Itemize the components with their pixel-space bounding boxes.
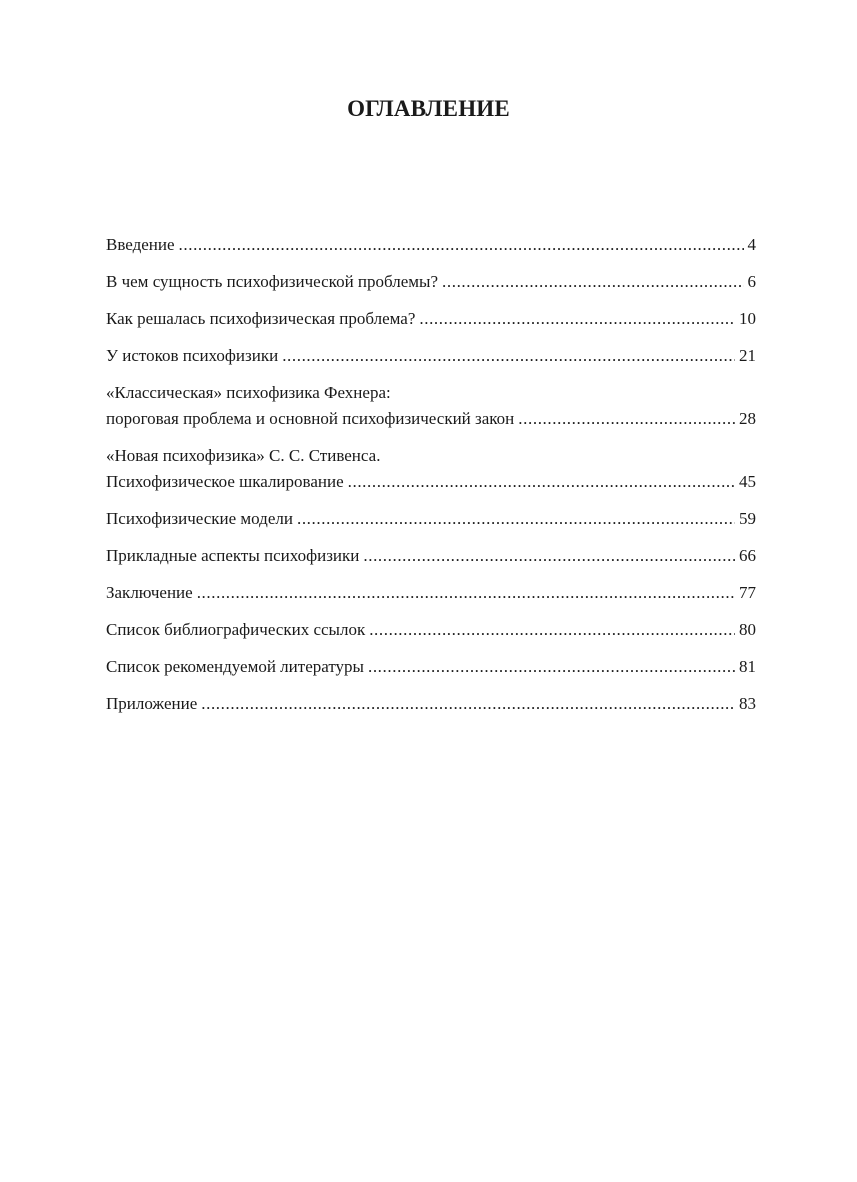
toc-line [106,469,756,495]
toc-entry-origins [106,343,756,369]
toc-entry-title: Введение [106,235,175,254]
toc-leader-dots [442,269,743,295]
toc-line [106,543,756,569]
toc-page-number: 10 [739,309,756,328]
toc-line [106,343,756,369]
toc-leader-dots [297,506,735,532]
toc-page-number: 45 [739,472,756,491]
toc-entry-title: Список рекомендуемой литературы [106,657,364,676]
toc-entry-solving [106,306,756,332]
toc-entry-title: Прикладные аспекты психофизики [106,546,360,565]
toc-leader-dots [368,654,735,680]
toc-page-number: 21 [739,346,756,365]
toc-entry-title: У истоков психофизики [106,346,279,365]
toc-entry-essence [106,269,756,295]
toc-entry-classical [106,380,756,432]
toc-line [106,617,756,643]
toc-entry-references [106,617,756,643]
toc-line [106,269,756,295]
toc-leader-dots [419,306,735,332]
toc-line [106,654,756,680]
toc-entry-title: Заключение [106,583,193,602]
toc-line [106,306,756,332]
toc-page-number: 6 [747,272,756,291]
toc-line [106,506,756,532]
toc-entry-recommended-literature [106,654,756,680]
toc-entry-models [106,506,756,532]
toc-entry-title: Как решалась психофизическая проблема? [106,309,416,328]
toc-line [106,580,756,606]
toc-leader-dots [179,232,744,258]
toc-entry-applied [106,543,756,569]
toc-leader-dots [518,406,735,432]
toc-entry-title: Список библиографических ссылок [106,620,366,639]
toc-leader-dots [363,543,735,569]
toc-entry-conclusion [106,580,756,606]
toc-entry-title-line1: «Классическая» психофизика Фехнера: [106,383,391,402]
toc-entry-title-line1: «Новая психофизика» С. С. Стивенса. [106,446,381,465]
table-of-contents [106,232,756,728]
toc-leader-dots [197,580,735,606]
toc-line [106,232,756,258]
toc-leader-dots [282,343,735,369]
toc-page-number: 77 [739,583,756,602]
toc-entry-title: Приложение [106,694,198,713]
toc-entry-title: Психофизические модели [106,509,293,528]
toc-entry-introduction [106,232,756,258]
toc-line [106,691,756,717]
toc-entry-appendix [106,691,756,717]
toc-page-number: 59 [739,509,756,528]
toc-entry-title: пороговая проблема и основной психофизический закон [106,409,515,428]
toc-leader-dots [369,617,735,643]
toc-entry-title: Психофизическое шкалирование [106,472,344,491]
toc-leader-dots [201,691,735,717]
toc-entry-title: В чем сущность психофизической проблемы? [106,272,439,291]
toc-entry-new-psychophysics [106,443,756,495]
toc-page-number: 28 [739,409,756,428]
toc-page-number: 81 [739,657,756,676]
toc-page-number: 4 [747,235,756,254]
toc-line [106,406,756,432]
toc-page-number: 83 [739,694,756,713]
toc-page-number: 66 [739,546,756,565]
toc-page-number: 80 [739,620,756,639]
page-title: ОГЛАВЛЕНИЕ [347,96,510,121]
toc-leader-dots [348,469,735,495]
